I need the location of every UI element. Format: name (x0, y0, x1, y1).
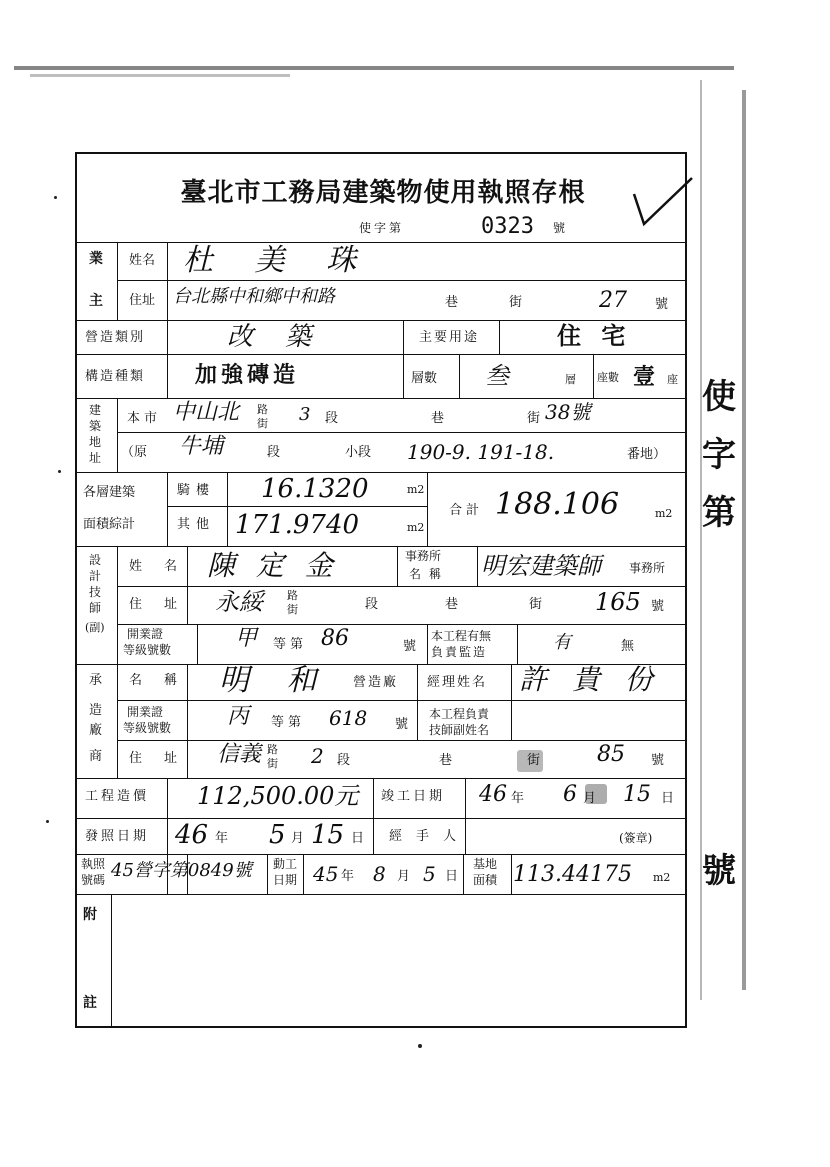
blocks-unit: 座 (667, 373, 678, 386)
margin-stamp-char: 第 (702, 493, 736, 533)
owner-name-label: 姓名 (129, 253, 156, 268)
architect-section-label: 段 (365, 597, 379, 612)
structure-label: 構造種類 (85, 369, 146, 384)
grid-line (117, 280, 685, 281)
site-area-unit: m2 (653, 871, 671, 884)
grid-line (403, 320, 404, 398)
grid-line (267, 854, 268, 894)
contractor-grade-value: 丙 (227, 704, 250, 729)
contractor-road-label: 路 (267, 743, 278, 756)
owner-address-value: 台北縣中和鄉中和路 (173, 286, 335, 307)
grid-line (117, 664, 118, 778)
architect-street2-label: 街 (529, 597, 543, 612)
office-label: 名稱 (409, 567, 450, 581)
floors-unit: 層 (565, 373, 576, 386)
grid-line (117, 432, 685, 433)
grid-line (77, 242, 685, 243)
grid-line (187, 546, 188, 624)
scan-speck (58, 470, 61, 473)
handler-seal-label: (簽章) (619, 831, 653, 845)
type-label: 營造類別 (85, 330, 146, 345)
handler-label: 經手人 (389, 829, 471, 844)
grid-line (517, 624, 518, 664)
use-value: 住 宅 (557, 321, 632, 350)
permit-label: 執照 (81, 857, 106, 871)
arcade-label: 騎樓 (177, 483, 216, 498)
supervision-no: 無 (621, 639, 635, 654)
grid-line (303, 854, 304, 894)
other-label: 其他 (177, 517, 216, 532)
site-number-value: 38號 (545, 400, 591, 424)
total-unit: m2 (655, 507, 673, 520)
architect-name-label: 姓名 (129, 559, 200, 574)
contractor-grade-label: 開業證 (127, 705, 164, 719)
start-label: 日期 (273, 873, 298, 887)
contractor-grade-mid: 等第 (271, 715, 306, 730)
completion-month: 6 (563, 782, 577, 807)
site-original-label: （原 (121, 445, 148, 460)
areas-label: 面積綜計 (83, 517, 136, 532)
grid-line (427, 624, 428, 664)
architect-address-value: 永綏 (215, 588, 263, 616)
cost-value: 112,500.00元 (197, 782, 359, 810)
contractor-grade-label: 等級號數 (123, 721, 172, 735)
architect-lane-label: 巷 (445, 597, 459, 612)
grid-line (117, 700, 685, 701)
ink-seal (585, 784, 607, 804)
grid-line (77, 854, 685, 855)
owner-side-label: 主 (89, 293, 103, 309)
owner-lane-label: 巷 (445, 295, 459, 310)
contractor-side-char: 造 (89, 703, 103, 718)
grid-line (167, 506, 427, 507)
architect-grade-suffix: 號 (403, 639, 417, 654)
start-day-label: 日 (445, 869, 459, 884)
site-subsection-label: 小段 (345, 445, 372, 460)
blocks-value-visible: 壹 (633, 364, 656, 390)
site-area-value: 113.44175 (513, 862, 632, 887)
floors-value: 叁 (485, 362, 509, 390)
grid-line (117, 546, 118, 664)
grid-line (511, 854, 512, 894)
office-label: 事務所 (405, 549, 442, 563)
license-prefix: 使字第 (359, 221, 405, 235)
contractor-grade-number: 618 (329, 706, 368, 730)
use-label: 主要用途 (419, 330, 480, 345)
architect-number-label: 號 (651, 599, 665, 614)
grid-line (117, 586, 685, 587)
issue-month: 5 (269, 820, 286, 850)
site-lot-label: 番地） (627, 447, 667, 462)
manager-value: 許 貴 份 (519, 663, 661, 696)
grid-line (167, 320, 168, 398)
license-number: 0323 (481, 214, 534, 239)
architect-name-value: 陳 定 金 (207, 549, 339, 582)
scan-edge-top (14, 66, 734, 70)
issue-day: 15 (311, 820, 345, 850)
grid-line (463, 854, 464, 894)
completion-day-label: 日 (661, 791, 675, 806)
architect-grade-mid: 等第 (273, 637, 308, 652)
notes-label: 附 (83, 907, 97, 923)
start-month-label: 月 (397, 869, 411, 884)
permit-value: 45營字第0849號 (111, 860, 252, 881)
architect-grade-label: 開業證 (127, 627, 164, 641)
grid-line (77, 546, 685, 547)
site-label-char: 築 (89, 419, 102, 433)
margin-stamp-char: 字 (702, 435, 736, 475)
grid-line (417, 664, 418, 740)
site-street2-label: 街 (527, 411, 541, 426)
contractor-street-label: 街 (267, 757, 278, 770)
architect-road-label: 路 (287, 589, 298, 602)
start-year: 45 (313, 862, 339, 886)
owner-street-label: 街 (509, 295, 523, 310)
office-name-value: 明宏建築師 (481, 552, 601, 580)
contractor-firm-type: 營造廠 (353, 675, 399, 690)
grid-line (427, 472, 428, 546)
grid-line (117, 242, 118, 320)
scan-speck (54, 196, 57, 199)
contractor-side-char: 商 (89, 749, 103, 764)
grid-line (499, 320, 500, 354)
contractor-grade-suffix: 號 (395, 717, 409, 732)
grid-line (593, 354, 594, 398)
site-lots-value: 190-9. 191-18. (407, 440, 555, 464)
owner-number-value: 27 (599, 288, 627, 313)
contractor-name-label: 名稱 (129, 673, 200, 688)
issue-month-label: 月 (291, 831, 305, 846)
architect-grade-number: 86 (321, 626, 349, 651)
contractor-address-value: 信義 (217, 742, 262, 767)
grid-line (459, 354, 460, 398)
architect-side-char: 技 (89, 585, 102, 599)
scan-edge-top-speckle (30, 74, 290, 77)
scan-edge-right (742, 90, 746, 990)
tech-label: 技師副姓名 (429, 723, 490, 737)
notes-label: 註 (83, 995, 97, 1011)
issue-label: 發照日期 (85, 829, 150, 844)
contractor-name-value: 明 和 (219, 663, 331, 698)
contractor-address-label: 住址 (129, 751, 200, 766)
start-day: 5 (423, 862, 436, 886)
completion-year: 46 (479, 782, 507, 807)
grid-line (111, 894, 112, 1028)
owner-number-label: 號 (655, 297, 669, 312)
completion-year-label: 年 (511, 791, 525, 806)
arcade-unit: m2 (407, 483, 425, 496)
margin-stamp-char: 使 (702, 377, 736, 417)
manager-label: 經理姓名 (427, 675, 488, 690)
grid-line (167, 472, 168, 546)
site-original-area: 牛埔 (179, 434, 224, 459)
contractor-street2-label: 街 (527, 753, 541, 768)
contractor-side-char: 承 (89, 673, 103, 688)
architect-street-label: 街 (287, 603, 298, 616)
contractor-number-label: 號 (651, 753, 665, 768)
grid-line (397, 546, 398, 586)
issue-day-label: 日 (351, 831, 365, 846)
completion-month-label: 月 (583, 791, 597, 806)
owner-name-value: 杜 美 珠 (183, 243, 373, 278)
floors-label: 層數 (411, 371, 438, 386)
site-lane-label: 巷 (431, 411, 445, 426)
structure-value: 加強磚造 (195, 362, 300, 388)
arcade-value: 16.1320 (261, 474, 369, 504)
site-city: 本市 (127, 411, 162, 426)
grid-line (477, 546, 478, 586)
owner-address-label: 住址 (129, 293, 156, 308)
site-label-char: 地 (89, 435, 102, 449)
site-label-char: 建 (89, 403, 102, 417)
site-road-label: 路 (257, 403, 268, 416)
scan-speck (46, 820, 49, 823)
grid-line (77, 778, 685, 779)
site-section-value: 3 (299, 404, 311, 425)
cost-label: 工程造價 (85, 789, 150, 804)
issue-year-label: 年 (215, 831, 229, 846)
total-value: 188.106 (495, 487, 620, 522)
start-year-label: 年 (341, 869, 355, 884)
site-road-value: 中山北 (173, 400, 240, 425)
site-section-label: 段 (325, 411, 339, 426)
grid-line (227, 472, 228, 546)
completion-day: 15 (623, 782, 651, 807)
contractor-number-value: 85 (597, 742, 625, 767)
architect-side-char: 計 (89, 569, 102, 583)
contractor-side-char: 廠 (89, 723, 103, 738)
ink-seal (517, 750, 543, 772)
contractor-section-value: 2 (311, 744, 324, 768)
scan-speck (418, 1044, 422, 1048)
license-suffix: 號 (553, 221, 566, 235)
contractor-lane-label: 巷 (439, 753, 453, 768)
site-street-label: 街 (257, 417, 268, 430)
architect-side-char: (副) (85, 621, 105, 634)
grid-line (77, 894, 685, 895)
grid-line (77, 818, 685, 819)
start-month: 8 (373, 862, 386, 886)
site-area-label: 基地 (473, 857, 498, 871)
supervision-yes: 有 (553, 632, 571, 653)
grid-line (373, 778, 374, 854)
completion-label: 竣工日期 (381, 789, 446, 804)
architect-grade-value: 甲 (235, 626, 258, 651)
grid-line (77, 472, 685, 473)
grid-line (117, 398, 118, 472)
permit-label: 號碼 (81, 873, 106, 887)
areas-label: 各層建築 (83, 485, 136, 500)
margin-stamp-char: 號 (702, 851, 736, 891)
architect-side-char: 設 (89, 553, 102, 567)
grid-line (197, 624, 198, 664)
grid-line (77, 398, 685, 399)
start-label: 動工 (273, 857, 298, 871)
other-value: 171.9740 (235, 510, 360, 540)
grid-line (117, 624, 685, 625)
architect-number-value: 165 (595, 588, 641, 616)
blocks-label-visible: 座數 (597, 371, 619, 384)
supervision-label: 本工程有無 (431, 629, 492, 643)
architect-grade-label: 等級號數 (123, 643, 172, 657)
tech-label: 本工程負責 (429, 707, 490, 721)
architect-side-char: 師 (89, 601, 102, 615)
total-label: 合計 (449, 503, 484, 518)
contractor-section-label: 段 (337, 753, 351, 768)
license-stub-form (75, 152, 687, 1028)
site-original-section-label: 段 (267, 445, 281, 460)
owner-side-label: 業 (89, 251, 103, 267)
architect-address-label: 住址 (129, 597, 200, 612)
issue-year: 46 (175, 820, 209, 850)
other-unit: m2 (407, 521, 425, 534)
grid-line (167, 242, 168, 320)
grid-line (511, 664, 512, 740)
form-title: 臺北市工務局建築物使用執照存根 (180, 178, 586, 208)
supervision-label: 負責監造 (431, 645, 488, 659)
grid-line (117, 740, 685, 741)
office-suffix: 事務所 (629, 561, 666, 575)
site-area-label: 面積 (473, 873, 498, 887)
type-value: 改 築 (227, 322, 324, 352)
site-label-char: 址 (89, 451, 102, 465)
